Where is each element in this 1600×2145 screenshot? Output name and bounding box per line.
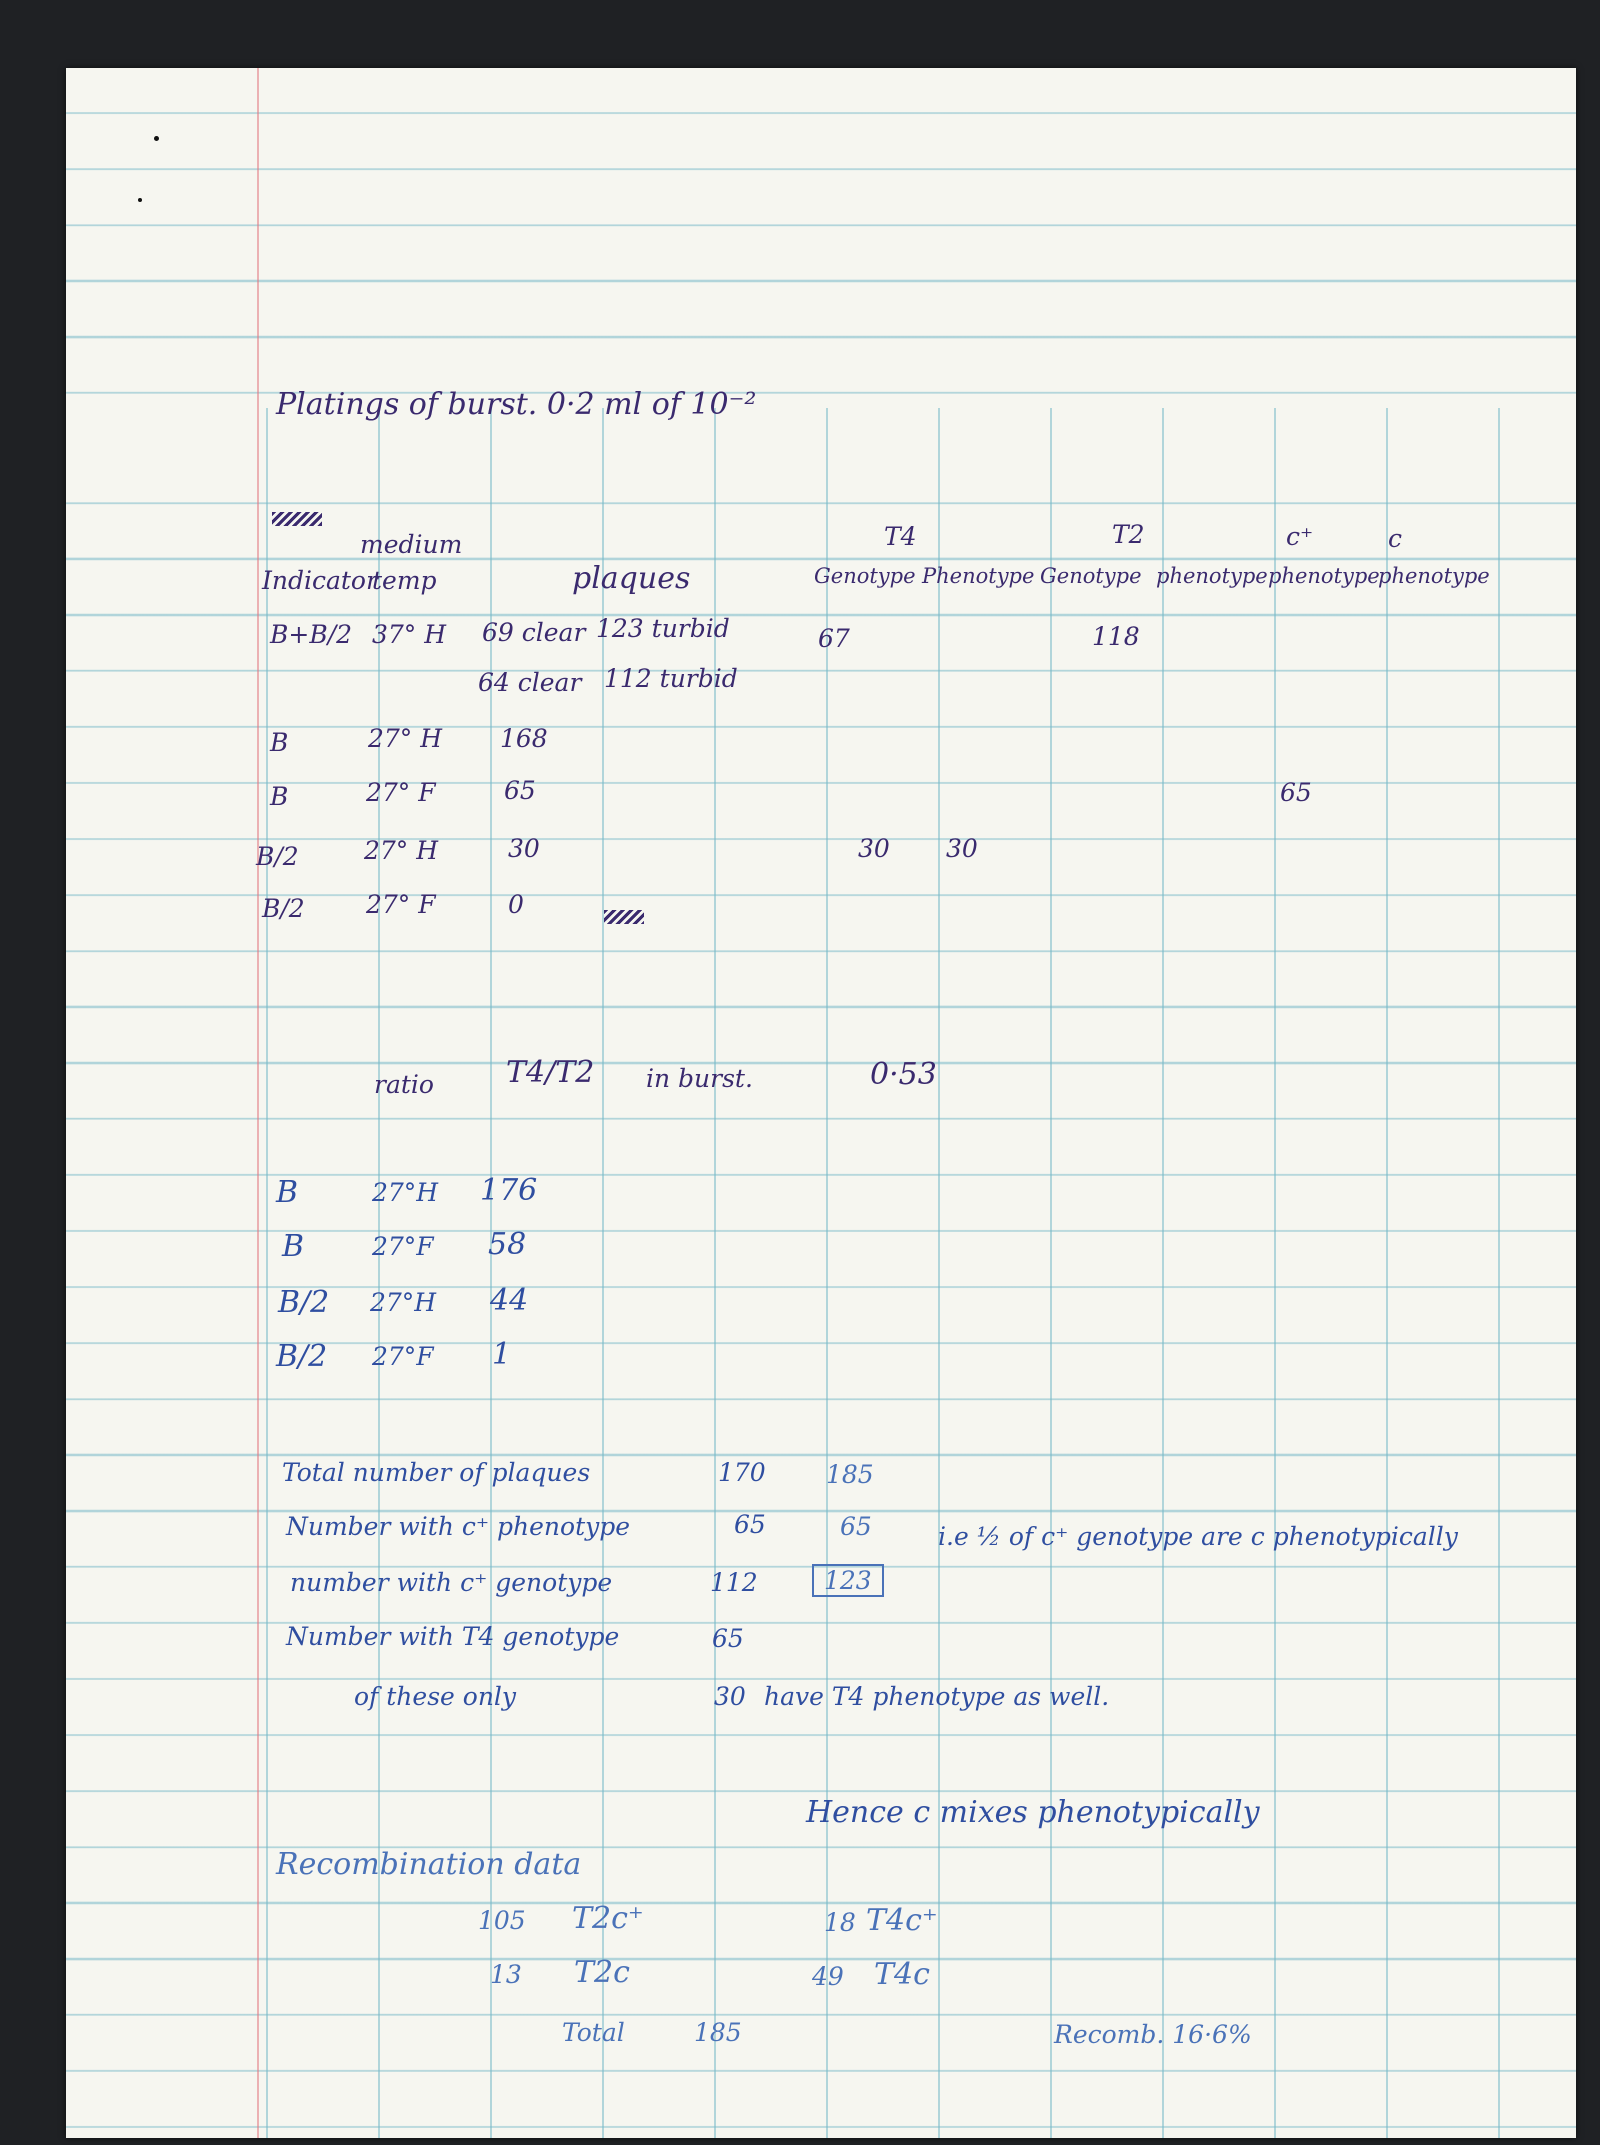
- header-t2-phenotype: phenotype: [1156, 564, 1268, 588]
- recomb-total-label: Total: [562, 2018, 625, 2047]
- recomb-percentage: Recomb. 16·6%: [1054, 2020, 1252, 2049]
- row-extra: 112 turbid: [604, 664, 738, 693]
- row-temp: 37° H: [372, 620, 447, 649]
- row-extra: 123 turbid: [596, 614, 730, 643]
- recomb-label: T4c: [874, 1957, 930, 1992]
- row-t4-phenotype: 30: [946, 834, 978, 863]
- grid-line: [1050, 408, 1052, 2138]
- grid-line: [1274, 408, 1276, 2138]
- recomb-total-value: 185: [694, 2018, 742, 2047]
- summary-value-b: 185: [826, 1460, 874, 1489]
- summary-only-text: have T4 phenotype as well.: [764, 1682, 1110, 1711]
- grid-line: [266, 408, 268, 2138]
- row-t4-genotype: 67: [818, 624, 850, 653]
- summary-label: Total number of plaques: [282, 1458, 591, 1487]
- summary-value-b: 65: [840, 1512, 872, 1541]
- row-temp: 27°F: [372, 1342, 434, 1371]
- grid-line: [826, 408, 828, 2138]
- header-t2-genotype: Genotype: [1040, 564, 1142, 588]
- row-plaques: 64 clear: [478, 668, 582, 697]
- header-indicator: Indicator: [262, 566, 378, 595]
- summary-only-value: 30: [714, 1682, 746, 1711]
- summary-value-a: 112: [710, 1568, 758, 1597]
- row-value: 176: [480, 1173, 538, 1208]
- recomb-label: T2c: [574, 1955, 630, 1990]
- row-indicator: B: [270, 728, 289, 757]
- summary-value-a: 65: [734, 1510, 766, 1539]
- row-indicator: B+B/2: [270, 620, 353, 649]
- row-plaques: 0: [508, 890, 524, 919]
- row-cplus-phenotype: 65: [1280, 778, 1312, 807]
- recomb-count: 18: [824, 1908, 856, 1937]
- recomb-count: 13: [490, 1960, 522, 1989]
- header-t4-phenotype: Phenotype: [922, 564, 1035, 588]
- row-indicator: B/2: [256, 842, 299, 871]
- summary-label: Number with T4 genotype: [286, 1622, 620, 1651]
- speck: [138, 198, 142, 202]
- row-value: 58: [488, 1227, 527, 1262]
- header-t2: T2: [1112, 520, 1145, 549]
- summary-value-a: 65: [712, 1624, 744, 1653]
- row-indicator: B/2: [276, 1339, 328, 1374]
- ratio-expression: T4/T2: [506, 1055, 595, 1090]
- row-indicator: B: [270, 782, 289, 811]
- row-t4-genotype: 30: [858, 834, 890, 863]
- header-medium: medium: [360, 530, 463, 559]
- row-plaques: 65: [504, 776, 536, 805]
- row-temp: 27° F: [366, 890, 436, 919]
- row-plaques: 30: [508, 834, 540, 863]
- summary-label: number with c⁺ genotype: [290, 1568, 613, 1597]
- summary-only-label: of these only: [354, 1682, 517, 1711]
- summary-label: Number with c⁺ phenotype: [286, 1512, 631, 1541]
- header-c: c: [1388, 524, 1403, 553]
- row-t2-genotype: 118: [1092, 622, 1140, 651]
- row-indicator: B: [282, 1229, 305, 1264]
- grid-line: [938, 408, 940, 2138]
- row-plaques: 69 clear: [482, 618, 586, 647]
- row-indicator: B/2: [262, 894, 305, 923]
- ratio-value: 0·53: [870, 1057, 937, 1092]
- row-value: 44: [490, 1283, 529, 1318]
- recomb-label: T2c⁺: [572, 1901, 644, 1936]
- header-plaques: plaques: [572, 561, 691, 596]
- summary-value-b-boxed: 123: [812, 1564, 884, 1597]
- row-value: 1: [492, 1337, 512, 1372]
- recombination-title: Recombination data: [276, 1847, 582, 1882]
- speck: [154, 136, 159, 141]
- header-temp: temp: [372, 566, 437, 595]
- header-cplus-phenotype: phenotype: [1268, 564, 1380, 588]
- summary-note: i.e ½ of c⁺ genotype are c phenotypically: [938, 1522, 1458, 1551]
- row-temp: 27° F: [366, 778, 436, 807]
- recomb-label: T4c⁺: [866, 1903, 938, 1938]
- row-temp: 27° H: [364, 836, 439, 865]
- row-plaques: 168: [500, 724, 548, 753]
- row-temp: 27°H: [372, 1178, 439, 1207]
- header-t4-genotype: Genotype: [814, 564, 916, 588]
- grid-line: [1162, 408, 1164, 2138]
- grid-line: [1386, 408, 1388, 2138]
- margin-line: [257, 68, 259, 2138]
- recomb-count: 49: [812, 1962, 844, 1991]
- conclusion: Hence c mixes phenotypically: [806, 1795, 1260, 1830]
- header-cplus: c⁺: [1286, 522, 1314, 551]
- header-t4: T4: [884, 522, 917, 551]
- row-indicator: B/2: [278, 1285, 330, 1320]
- ratio-suffix: in burst.: [646, 1064, 753, 1093]
- recomb-count: 105: [478, 1906, 526, 1935]
- grid-line: [1498, 408, 1500, 2138]
- row-temp: 27°F: [372, 1232, 434, 1261]
- page-title: Platings of burst. 0·2 ml of 10⁻²: [276, 387, 757, 422]
- ratio-label: ratio: [374, 1070, 434, 1099]
- row-indicator: B: [276, 1175, 299, 1210]
- crossed-out-text: [604, 910, 644, 924]
- row-temp: 27°H: [370, 1288, 437, 1317]
- header-c-phenotype: phenotype: [1378, 564, 1490, 588]
- row-temp: 27° H: [368, 724, 443, 753]
- summary-value-a: 170: [718, 1458, 766, 1487]
- crossed-out-text: [272, 512, 322, 526]
